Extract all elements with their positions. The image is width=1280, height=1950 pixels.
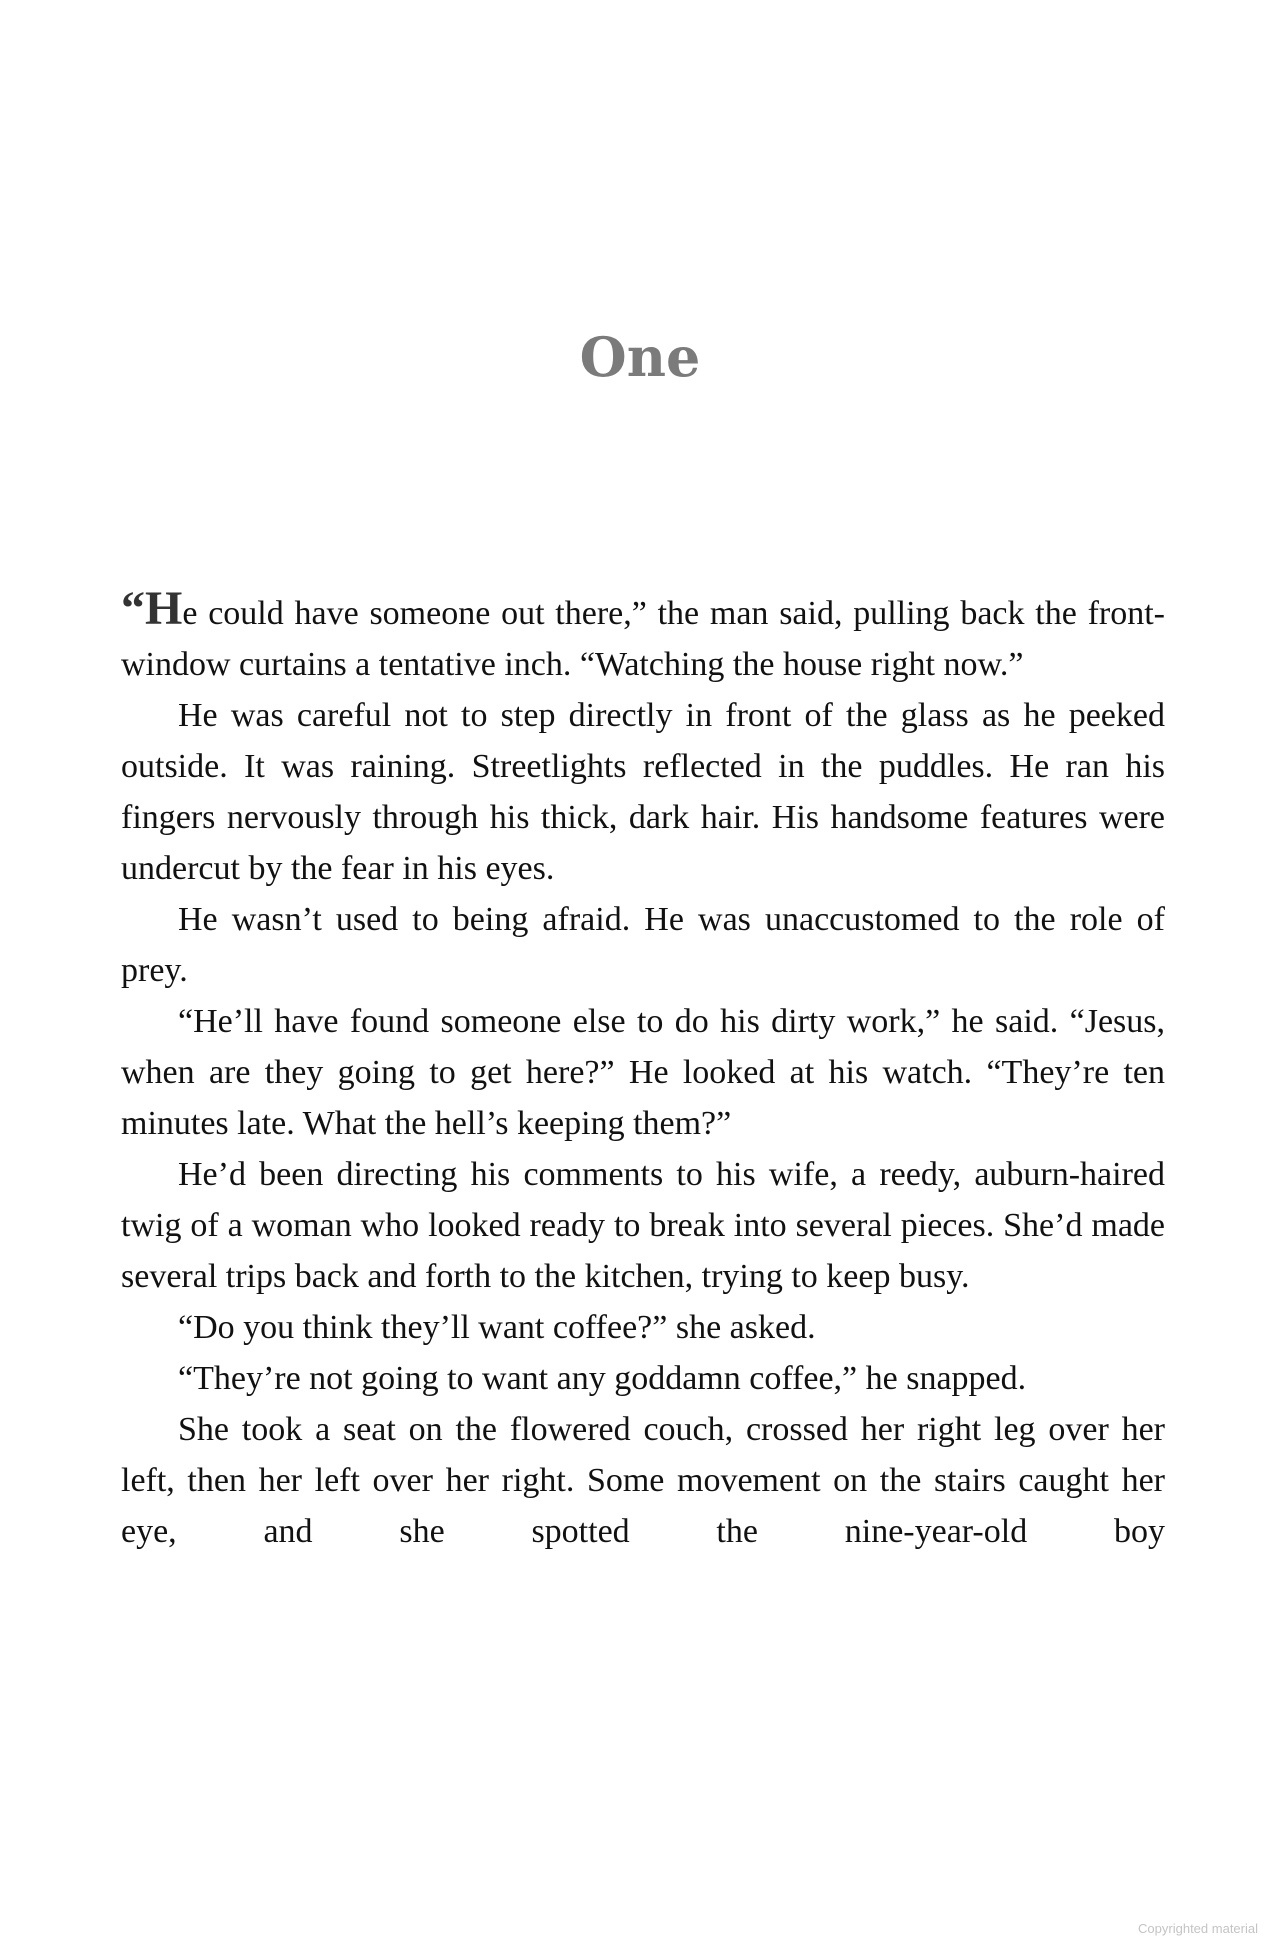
paragraph: “He’ll have found someone else to do his dirty work,” he said. “Jesus, when are they going to get here?” He looked at his watch. “They’re ten minutes late. What the hell’s keeping them?” (121, 1003, 1165, 1142)
copyright-notice: Copyrighted material (1138, 1921, 1258, 1936)
drop-cap: “H (121, 582, 183, 635)
paragraph: “They’re not going to want any goddamn coffee,” he snapped. (178, 1360, 1027, 1397)
paragraph: He’d been directing his comments to his wife, a reedy, auburn-haired twig of a woman who looked ready to break into several pieces. She’d made several trips back and forth to the kitchen, trying to keep busy. (121, 1156, 1165, 1295)
chapter-title: One (579, 325, 701, 389)
paragraph: He was careful not to step directly in front of the glass as he peeked outside. It was raining. Streetlights reflected in the puddles. He ran his fingers nervously through his thick, dark hair. His handsome features were undercut by the fear in his eyes. (121, 697, 1165, 887)
paragraph: “Do you think they’ll want coffee?” she asked. (178, 1309, 816, 1346)
chapter-body (121, 582, 1165, 1557)
paragraph: He wasn’t used to being afraid. He was unaccustomed to the role of prey. (121, 901, 1165, 989)
paragraph: She took a seat on the flowered couch, crossed her right leg over her left, then her left over her right. Some movement on the stairs caught her eye, and she spotted the nine-year-old boy (121, 1411, 1165, 1550)
opening-paragraph (121, 582, 1165, 690)
opening-text: e could have someone out there,” the man said, pulling back the front-window curtains a tentative inch. “Watching the house right now.” (121, 595, 1165, 683)
